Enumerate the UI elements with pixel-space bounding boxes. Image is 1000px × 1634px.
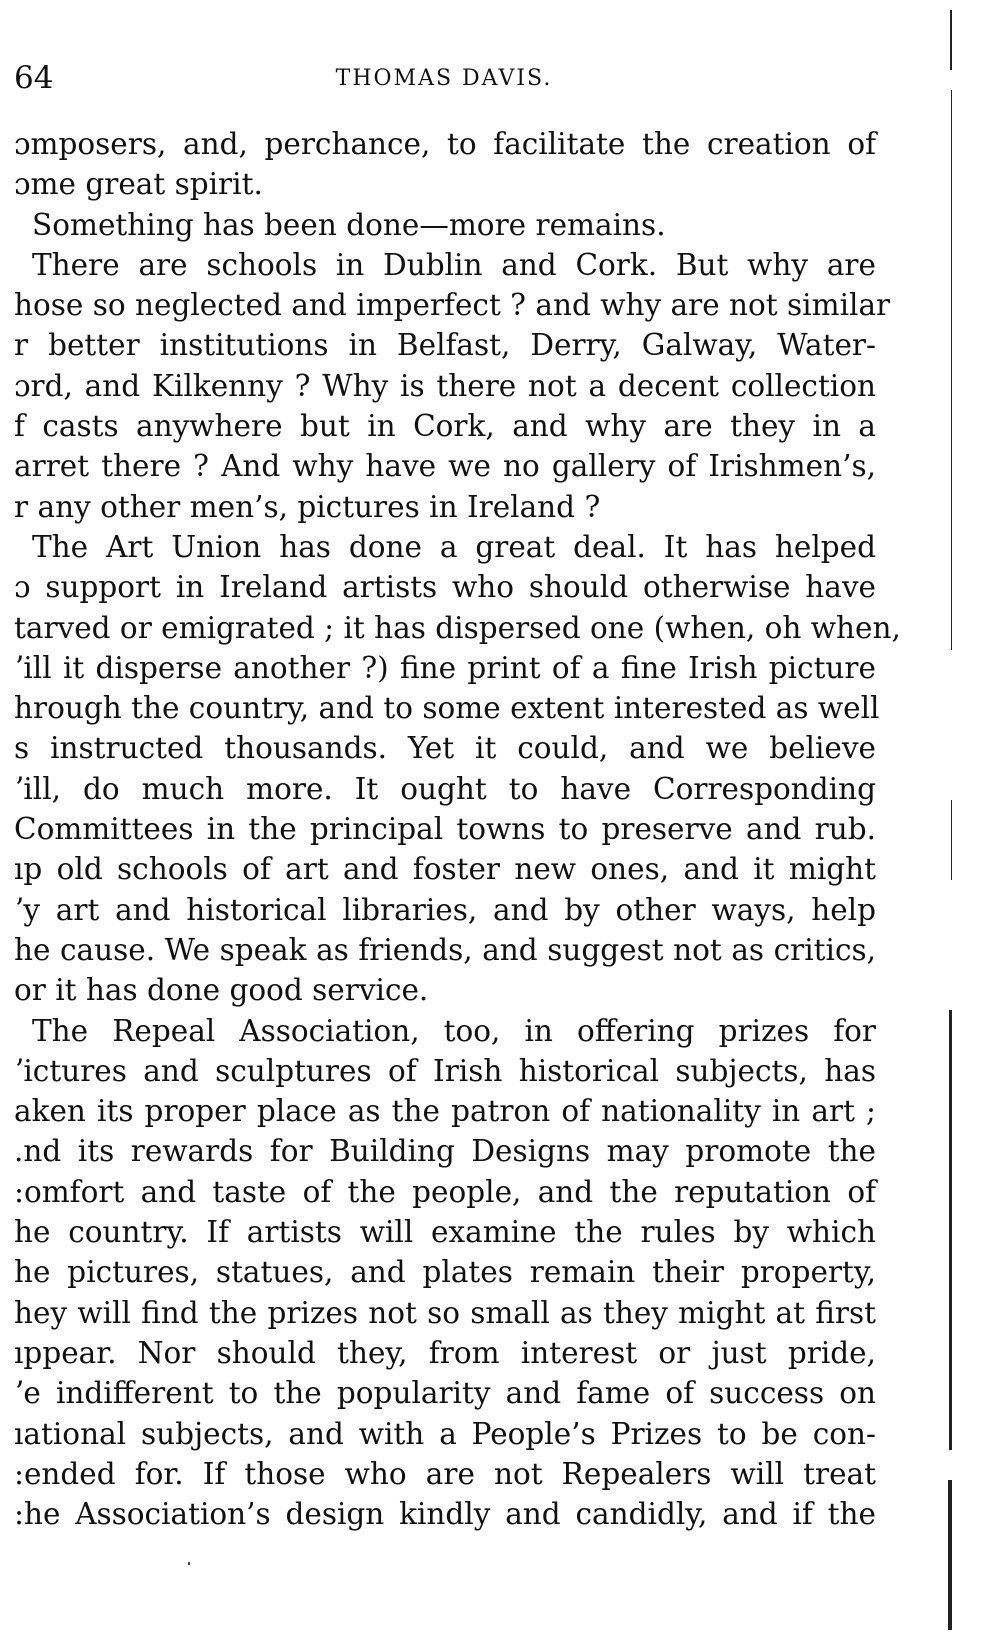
- text-line: :ended for. If those who are not Repealers will treat: [14, 1456, 876, 1491]
- gutter-shadow-mark: [950, 10, 952, 70]
- text-line: he cause. We speak as friends, and suggest not as critics,: [14, 932, 876, 967]
- page-number: 64: [14, 60, 54, 96]
- text-line: he pictures, statues, and plates remain their property,: [14, 1255, 876, 1290]
- text-line: or it has done good service.: [14, 973, 429, 1008]
- text-line: hrough the country, and to some extent interested as well: [14, 691, 880, 726]
- body-text: [14, 124, 901, 1534]
- text-line: arret there ? And why have we no gallery of Irishmen’s,: [14, 449, 876, 484]
- text-line: s instructed thousands. Yet it could, and we believe: [14, 731, 876, 766]
- gutter-shadow-mark: [951, 90, 952, 650]
- text-line: ʼill it disperse another ?) fine print of a fine Irish picture: [14, 650, 876, 685]
- text-line: r better institutions in Belfast, Derry, Galway, Water-: [14, 328, 876, 363]
- text-line: hey will find the prizes not so small as they might at first: [14, 1295, 876, 1330]
- running-title: THOMAS DAVIS.: [335, 66, 553, 91]
- text-line: ʼictures and sculptures of Irish historical subjects, has: [14, 1053, 876, 1088]
- scan-speck: [188, 1562, 190, 1565]
- text-line: Committees in the principal towns to preserve and rub.: [14, 812, 876, 847]
- page-header: [14, 58, 874, 98]
- text-line: ʼy art and historical libraries, and by other ways, help: [14, 892, 876, 927]
- text-line: ʼill, do much more. It ought to have Corresponding: [14, 771, 876, 806]
- gutter-shadow-mark: [949, 1010, 952, 1450]
- text-line: ɔmposers, and, perchance, to facilitate the creation of: [14, 127, 876, 161]
- text-line: f casts anywhere but in Cork, and why are they in a: [14, 409, 876, 444]
- gutter-shadow-mark: [948, 1480, 952, 1630]
- text-line: Something has been done—more remains.: [32, 207, 666, 242]
- text-line: The Art Union has done a great deal. It has helped: [32, 529, 876, 564]
- text-line: r any other men’s, pictures in Ireland ?: [14, 489, 601, 524]
- text-line: he country. If artists will examine the rules by which: [14, 1215, 876, 1250]
- text-line: :omfort and taste of the people, and the reputation of: [14, 1174, 876, 1209]
- text-line: .nd its rewards for Building Designs may promote the: [14, 1134, 876, 1169]
- text-line: ıp old schools of art and foster new ones, and it might: [14, 852, 876, 887]
- text-line: ıppear. Nor should they, from interest or just pride,: [14, 1335, 876, 1370]
- text-line: There are schools in Dublin and Cork. But why are: [32, 247, 876, 282]
- text-line: tarved or emigrated ; it has dispersed one (when, oh when,: [14, 610, 901, 645]
- text-line: :he Association’s design kindly and candidly, and if the: [14, 1497, 876, 1532]
- gutter-shadow-mark: [951, 800, 952, 880]
- text-line: ɔme great spirit.: [14, 167, 263, 202]
- text-line: The Repeal Association, too, in offering prizes for: [32, 1013, 876, 1048]
- text-line: hose so neglected and imperfect ? and why are not similar: [14, 288, 891, 323]
- text-line: ʼe indifferent to the popularity and fame of success on: [14, 1376, 876, 1411]
- text-line: ɔ support in Ireland artists who should otherwise have: [14, 570, 876, 605]
- text-line: ıational subjects, and with a People’s Prizes to be con-: [14, 1416, 876, 1451]
- text-line: aken its proper place as the patron of nationality in art ;: [14, 1094, 876, 1129]
- text-line: ɔrd, and Kilkenny ? Why is there not a decent collection: [14, 368, 876, 403]
